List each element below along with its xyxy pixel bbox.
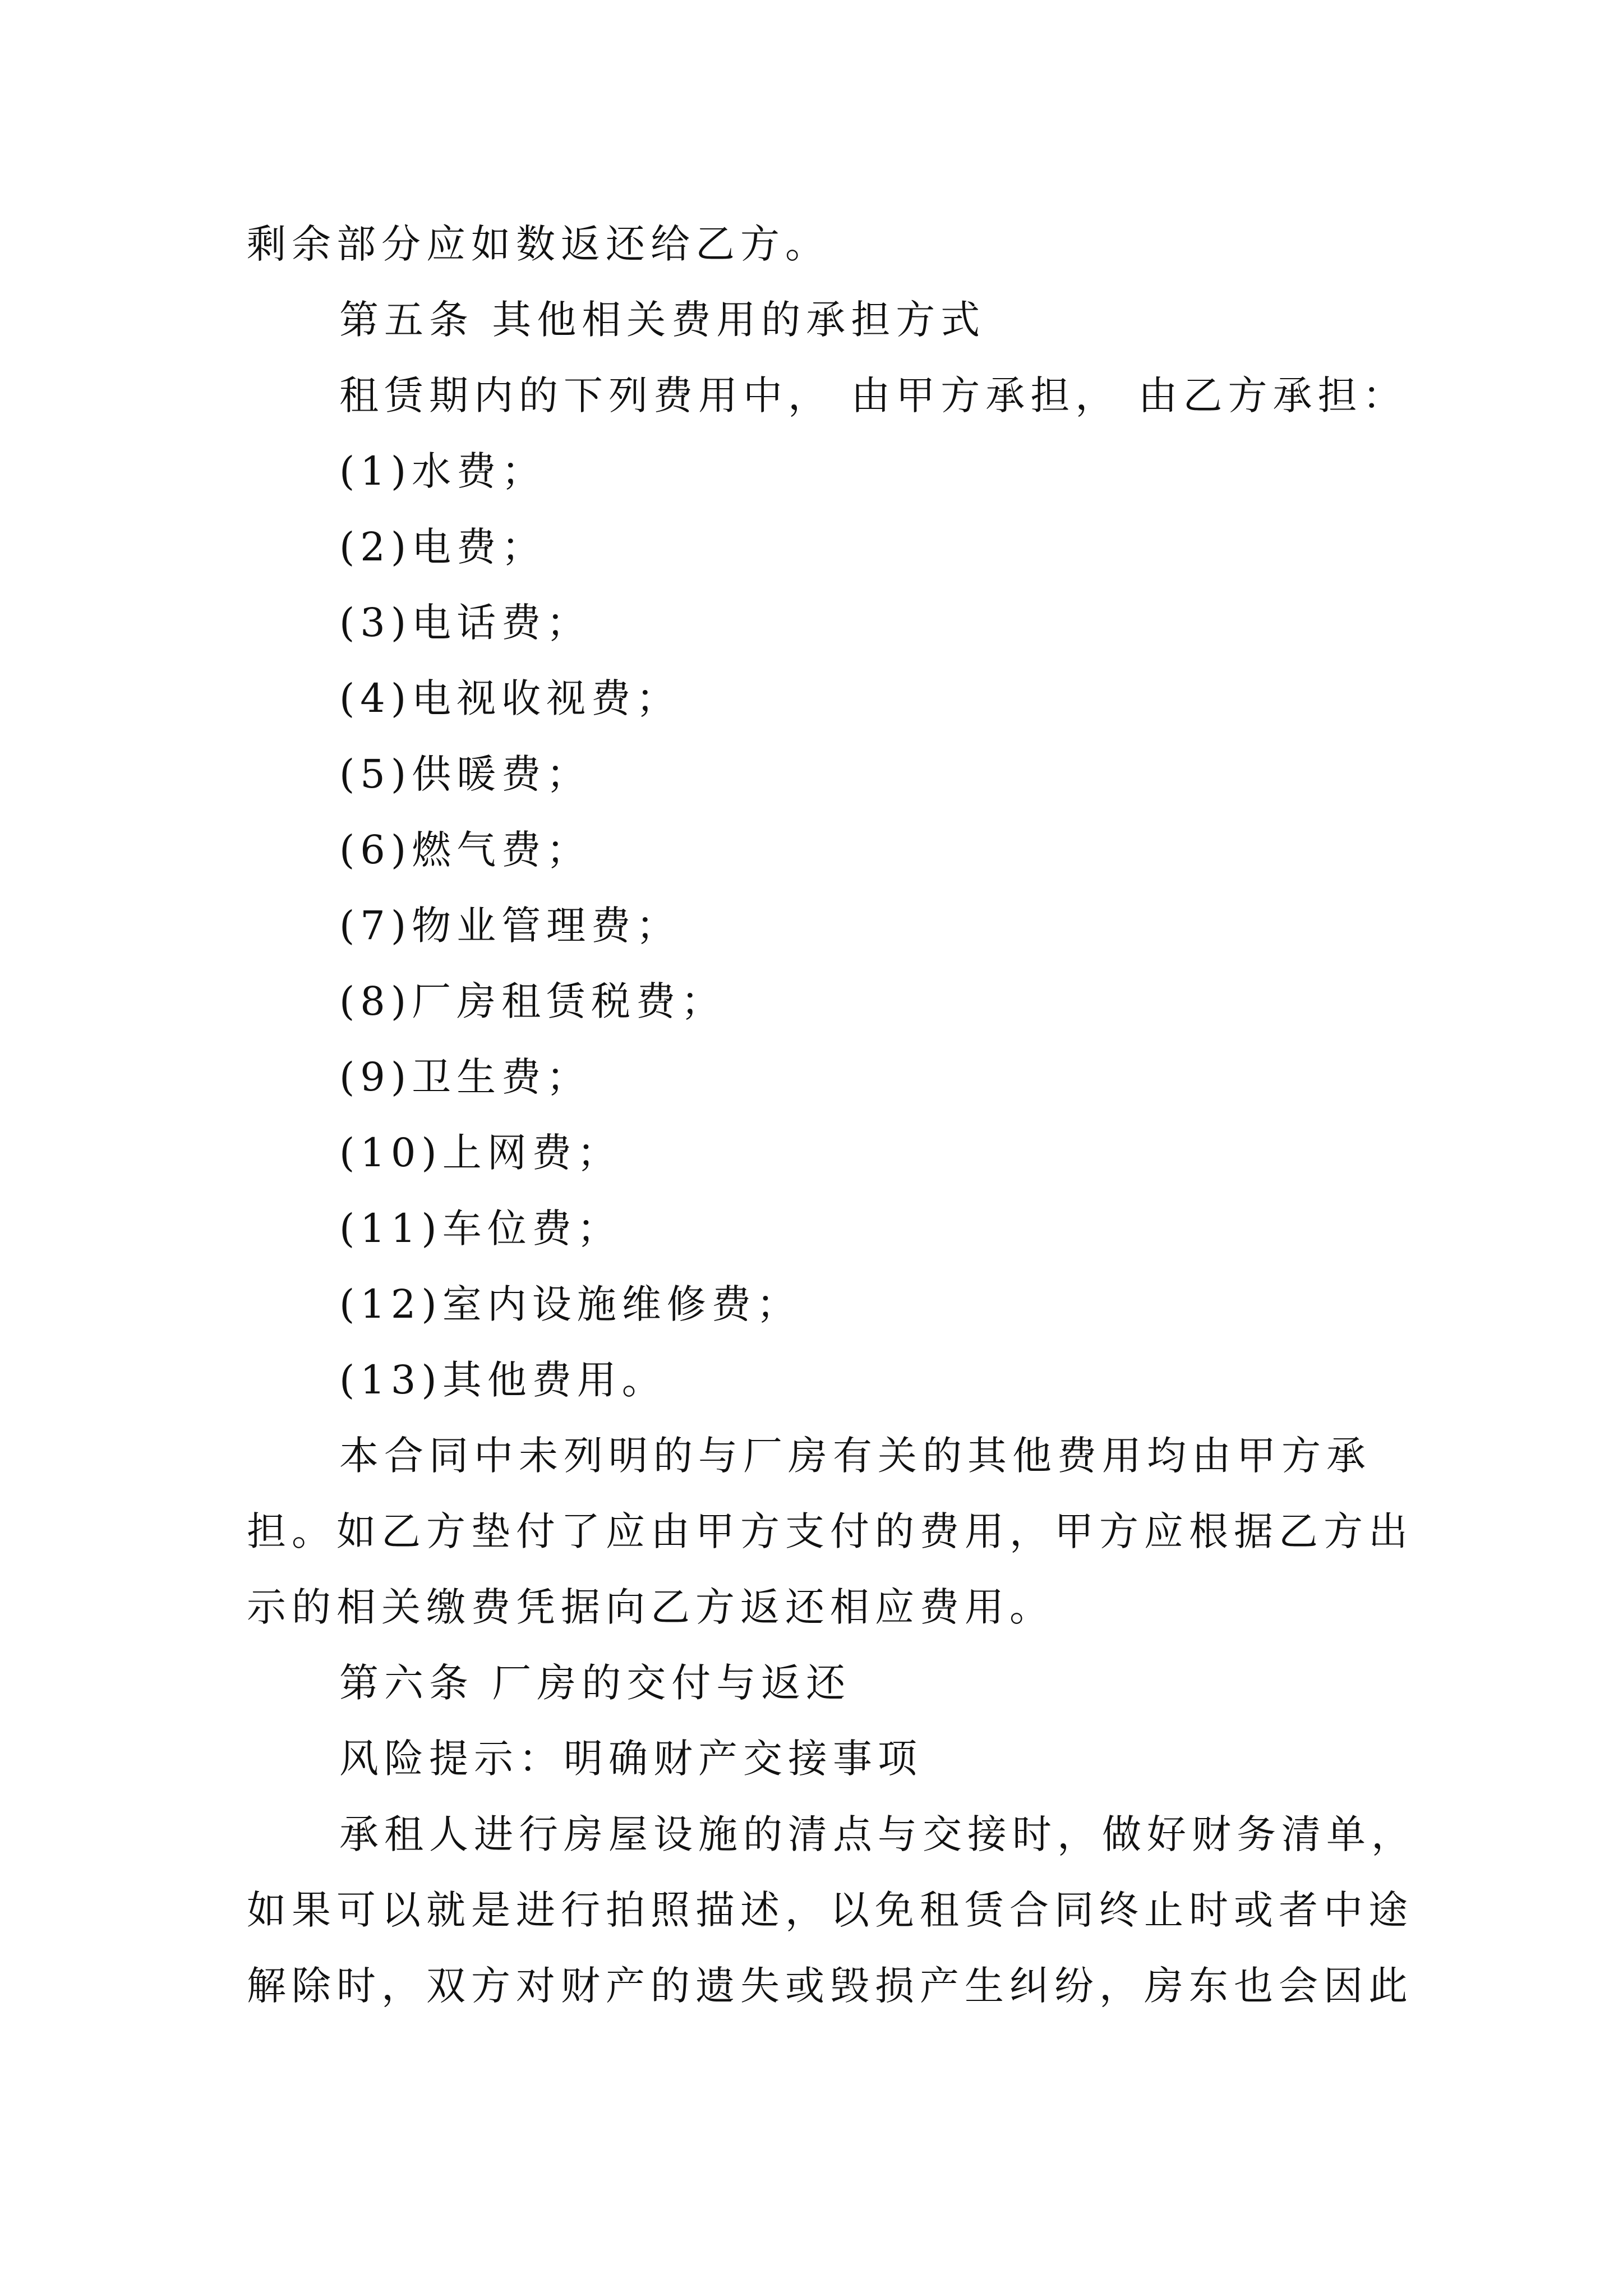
article-6-heading: 第六条 厂房的交付与返还 (339, 1660, 851, 1706)
fee-item-8: (8)厂房租赁税费； (339, 978, 726, 1024)
fee-item-2: (2)电费； (339, 524, 547, 570)
paragraph-line: 解除时，双方对财产的遗失或毁损产生纠纷，房东也会因此 (247, 1963, 1413, 2009)
paragraph-line: 示的相关缴费凭据向乙方返还相应费用。 (247, 1584, 1054, 1630)
fee-item-7: (7)物业管理费； (339, 903, 681, 949)
paragraph-line: 承租人进行房屋设施的清点与交接时，做好财务清单， (339, 1811, 1416, 1857)
paragraph-line: 担。如乙方垫付了应由甲方支付的费用，甲方应根据乙方出 (247, 1508, 1413, 1554)
fee-item-4: (4)电视收视费； (339, 675, 681, 721)
fee-item-9: (9)卫生费； (339, 1054, 592, 1100)
fee-item-3: (3)电话费； (339, 600, 592, 646)
paragraph-line: 如果可以就是进行拍照描述，以免租赁合同终止时或者中途 (247, 1887, 1413, 1933)
text-line-continuation: 剩余部分应如数返还给乙方。 (247, 221, 830, 267)
fee-item-6: (6)燃气费； (339, 827, 592, 873)
fee-item-12: (12)室内设施维修费； (339, 1281, 801, 1327)
fee-item-10: (10)上网费； (339, 1130, 622, 1176)
risk-tip-heading: 风险提示：明确财产交接事项 (339, 1736, 923, 1782)
fee-item-1: (1)水费； (339, 448, 547, 494)
fees-intro-line: 租赁期内的下列费用中， 由甲方承担， 由乙方承担： (339, 372, 1408, 418)
fee-item-5: (5)供暖费； (339, 751, 592, 797)
fee-item-11: (11)车位费； (339, 1205, 622, 1251)
article-5-heading: 第五条 其他相关费用的承担方式 (339, 297, 986, 343)
fee-item-13: (13)其他费用。 (339, 1357, 667, 1403)
paragraph-line: 本合同中未列明的与厂房有关的其他费用均由甲方承 (339, 1433, 1371, 1479)
